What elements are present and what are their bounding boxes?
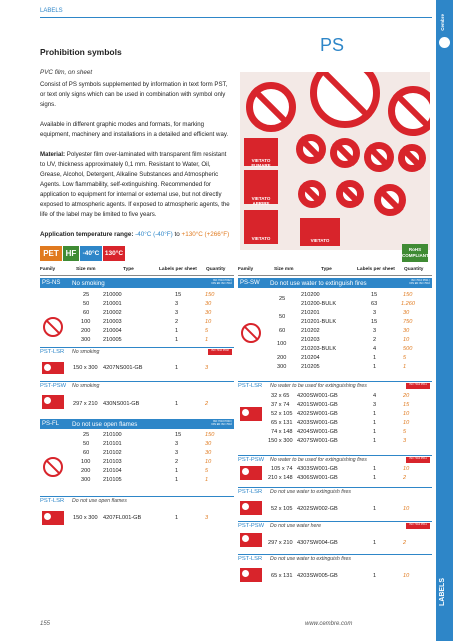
table-row: 50 210201 3 30 xyxy=(279,310,410,320)
product-photo xyxy=(240,72,430,250)
table-row: 65 x 131 4203SW001-GB 1 10 xyxy=(271,420,410,426)
table-row: 210203-BULK 4 500 xyxy=(301,346,413,352)
table-row: 60 210002 3 30 xyxy=(83,310,212,316)
col-family: Family xyxy=(238,267,254,272)
subtitle: PVC film, on sheet xyxy=(40,69,93,76)
table-row: 100 210003 2 10 xyxy=(81,319,212,325)
prohibition-sign xyxy=(336,180,364,208)
table-row: 300 210205 1 1 xyxy=(277,364,407,370)
header-rule xyxy=(40,275,234,276)
website-link[interactable]: www.cembre.com xyxy=(305,621,353,627)
table-row: 65 x 131 4203SW005-GB 1 10 xyxy=(271,573,410,579)
table-row: 300 210005 1 1 xyxy=(81,337,209,343)
table-row: 297 x 210 4307SW004-GB 1 2 xyxy=(268,540,407,546)
col-labels: Labels per sheet xyxy=(357,267,395,272)
temp-high-badge: 130°C xyxy=(103,246,125,261)
prohibition-sign xyxy=(298,180,326,208)
product-code: PS xyxy=(320,35,345,55)
sign-label: VIETATO APRIRE xyxy=(244,170,278,204)
table-row: 74 x 148 4204SW001-GB 1 5 xyxy=(271,429,407,435)
prohibition-sign xyxy=(330,138,360,168)
table-row: 200 210004 1 5 xyxy=(81,328,209,334)
family-band: PS-NS No smoking ISO 7010 P002 | DIN EN ISO 7010 xyxy=(42,279,232,287)
table-row: 210 x 148 4306SW001-GB 1 2 xyxy=(268,475,407,481)
table-row: 297 x 210 430NS001-GB 1 2 xyxy=(73,401,209,407)
intro-text-2: Available in different graphic modes and formats, for marking equipment, machinery and installations in a detailed and efficient way. xyxy=(40,121,229,138)
col-type: Type xyxy=(321,267,332,272)
pet-badge: PET xyxy=(40,246,62,261)
table-row: 300 210105 1 1 xyxy=(81,477,209,483)
col-family: Family xyxy=(40,267,56,272)
table-row: 200 210104 1 5 xyxy=(81,468,209,474)
table-row: 105 x 74 4303SW001-GB 1 10 xyxy=(271,466,410,472)
material-body: Polyester film over-laminated with transparent film resistant to UV, thickness approximately 0,1 mm. Resistant to Water, Oil, Grease, Alcohol, Detergent, Alkaline Substances and Atmospheric Agents. Low flammability, self-extinguishing. Recommended for application to equipment for internal or external use, but not directly exposed to atmospheric agents. If exposed to atmospheric agents, the life of the label may be limited to five years. xyxy=(40,151,230,218)
table-row: 50 210001 3 30 xyxy=(83,301,212,307)
material-text xyxy=(40,150,230,220)
prohibition-sign xyxy=(374,184,406,216)
left-product-table xyxy=(40,267,234,617)
table-row: 25 210000 15 150 xyxy=(83,292,215,298)
table-row: 100 210203 2 10 xyxy=(277,337,410,347)
col-size: Size mm xyxy=(76,267,96,272)
prohibition-sign xyxy=(296,134,326,164)
family-subheader: PST-PSW No water to be used for extinguishing fires ISO 7010 P011 xyxy=(238,455,432,464)
col-qty: Quantity xyxy=(206,267,226,272)
table-row: 37 x 74 4201SW001-GB 3 15 xyxy=(271,402,410,408)
rohs-badge: RoHS COMPLIANT xyxy=(402,244,428,262)
family-subheader: PST-PSW No smoking xyxy=(40,381,234,390)
family-subheader: PST-PSW Do not use water here ISO 7010 P011 xyxy=(238,521,432,530)
family-band: PS-FL Do not use open flames ISO 7010 P003 | DIN EN ISO 7010 xyxy=(42,420,232,428)
side-bar xyxy=(436,0,453,641)
family-subheader: PST-LSR No smoking ISO 7010 P002 xyxy=(40,347,234,356)
prohibition-sign xyxy=(398,144,426,172)
top-rule xyxy=(40,17,432,18)
intro-text: Consist of PS symbols supplemented by information in text form PST, or text only signs which can be used in combination with symbol only signs. xyxy=(40,81,228,108)
material-label: Material: xyxy=(40,151,66,158)
page-number: 155 xyxy=(40,621,51,627)
col-size: Size mm xyxy=(274,267,294,272)
col-type: Type xyxy=(123,267,134,272)
col-qty: Quantity xyxy=(404,267,424,272)
table-row: 150 x 300 4207NS001-GB 1 3 xyxy=(73,365,209,371)
hf-badge: HF xyxy=(63,246,79,261)
family-subheader: PST-LSR Do not use open flames xyxy=(40,496,234,505)
table-row: 52 x 105 4202SW001-GB 1 10 xyxy=(271,411,410,417)
table-row: 50 210101 3 30 xyxy=(83,441,212,447)
temp-low-badge: -40°C xyxy=(80,246,102,261)
no-smoking-sign xyxy=(246,82,296,132)
section-marker-icon xyxy=(439,37,450,48)
prohibition-sign xyxy=(364,142,394,172)
table-row: 60 210202 3 30 xyxy=(279,328,410,334)
family-subheader: PST-LSR No water to be used for extinguishing fires ISO 7010 P011 xyxy=(238,381,432,390)
sign-label: VIETATO xyxy=(244,210,278,244)
table-row: 60 210102 3 30 xyxy=(83,450,212,456)
table-row: 150 x 300 4207SW001-GB 1 3 xyxy=(268,438,407,444)
no-open-flame-sign xyxy=(388,86,430,136)
sign-label: VIETATO FUMARE xyxy=(244,138,278,166)
sign-label: VIETATO xyxy=(300,218,340,246)
table-row: 52 x 105 4202SW002-GB 1 10 xyxy=(271,506,410,512)
table-row: 32 x 65 4200SW001-GB 4 20 xyxy=(271,393,410,399)
section-label: LABELS xyxy=(40,8,63,14)
temperature-range: Application temperature range: -40°C (-40°F) to +130°C (+266°F) xyxy=(40,231,230,238)
table-row: 210201-BULK 15 750 xyxy=(301,319,413,325)
family-subheader: PST-LSR Do not use water to extinguish fires xyxy=(238,554,432,563)
page-title: Prohibition symbols xyxy=(40,47,122,57)
table-row: 210200-BULK 63 1.260 xyxy=(301,301,415,307)
table-row: 150 x 300 4207FL001-GB 1 3 xyxy=(73,515,209,521)
table-row: 200 210204 1 5 xyxy=(277,355,407,361)
header-rule xyxy=(238,275,432,276)
no-smoking-sign xyxy=(310,72,380,128)
family-subheader: PST-LSR Do not use water to extinguish fires xyxy=(238,487,432,496)
right-product-table xyxy=(238,267,432,617)
side-label: LABELS xyxy=(439,578,446,606)
table-row: 25 210200 15 150 xyxy=(279,292,413,302)
family-band: PS-SW Do not use water to extinguish fires ISO 7010 P011 | DIN EN ISO 7010 xyxy=(240,279,430,287)
table-row: 100 210103 2 10 xyxy=(81,459,212,465)
table-row: 25 210100 15 150 xyxy=(83,432,215,438)
col-labels: Labels per sheet xyxy=(159,267,197,272)
brand-logo: Cembre xyxy=(440,14,445,31)
